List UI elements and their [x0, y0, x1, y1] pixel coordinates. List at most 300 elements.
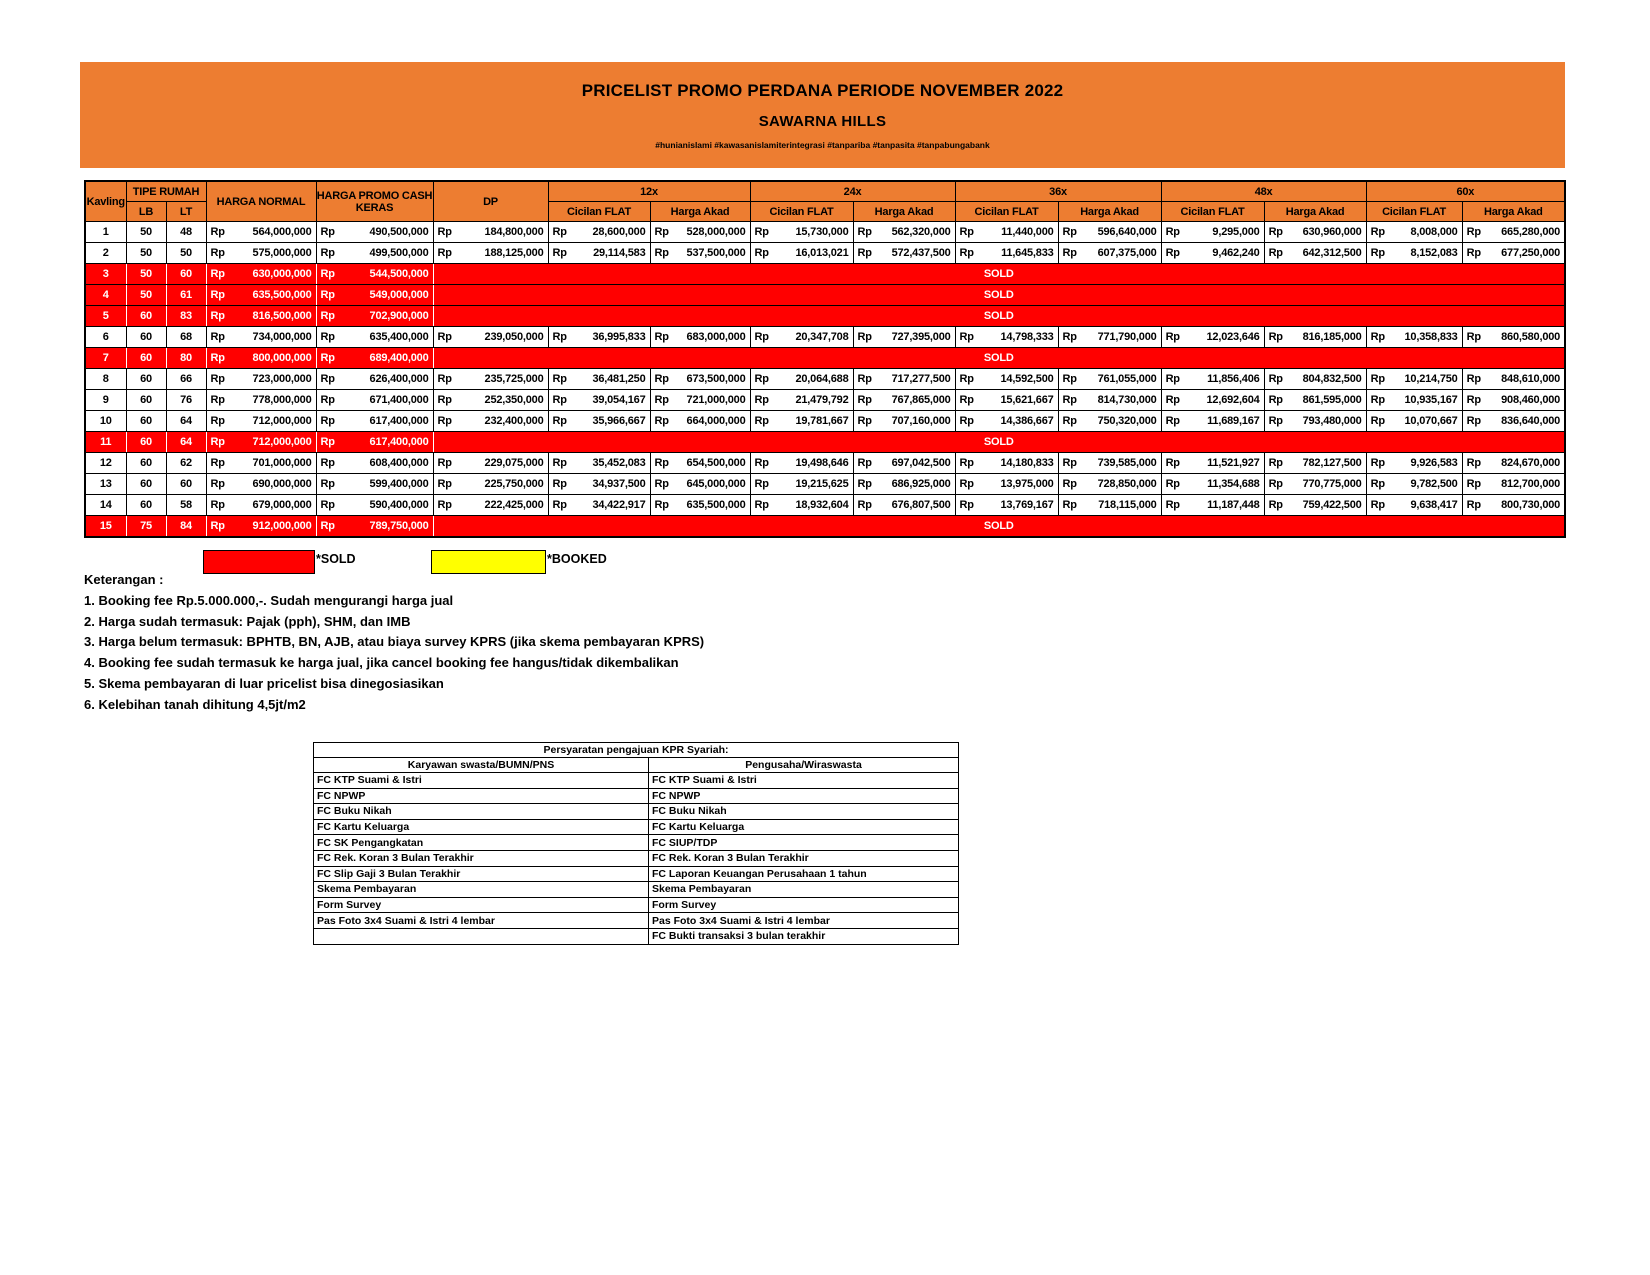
currency-prefix: Rp	[754, 226, 769, 238]
amount: 789,750,000	[369, 520, 429, 532]
amount: 14,798,333	[1000, 331, 1054, 343]
amount: 35,966,667	[592, 415, 646, 427]
akad-36x-cell	[1058, 411, 1161, 432]
amount: 9,638,417	[1410, 499, 1458, 511]
kavling-row-13	[85, 474, 1565, 495]
currency-prefix: Rp	[654, 415, 669, 427]
kavling-row-5	[85, 306, 1565, 327]
currency-prefix: Rp	[210, 520, 225, 532]
currency-prefix: Rp	[437, 478, 452, 490]
kavling-row-14	[85, 495, 1565, 516]
amount: 225,750,000	[484, 478, 544, 490]
amount: 750,320,000	[1097, 415, 1157, 427]
lt-value: 60	[166, 474, 206, 495]
harga-promo-cell	[316, 411, 433, 432]
cicilan-12x-cell	[548, 327, 650, 348]
currency-prefix: Rp	[754, 478, 769, 490]
cicilan-48x-cell	[1161, 222, 1264, 243]
amount: 816,185,000	[1302, 331, 1362, 343]
currency-prefix: Rp	[1268, 331, 1283, 343]
harga-normal-cell	[206, 348, 316, 369]
amount: 671,400,000	[369, 394, 429, 406]
currency-prefix: Rp	[857, 394, 872, 406]
cicilan-48x-cell	[1161, 411, 1264, 432]
harga-promo-cell	[316, 516, 433, 538]
currency-prefix: Rp	[1062, 373, 1077, 385]
pricelist-table-wrap	[84, 180, 1566, 538]
harga-promo-cell	[316, 327, 433, 348]
kpr-requirement-pengusaha: FC Buku Nikah	[649, 804, 959, 820]
dp-cell	[433, 495, 548, 516]
harga-promo-cell	[316, 264, 433, 285]
akad-12x-cell	[650, 411, 750, 432]
currency-prefix: Rp	[320, 268, 335, 280]
col-header-akad-60x: Harga Akad	[1462, 202, 1565, 222]
cicilan-36x-cell	[955, 327, 1058, 348]
pricelist-table	[84, 180, 1566, 538]
amount: 848,610,000	[1501, 373, 1561, 385]
amount: 642,312,500	[1302, 247, 1362, 259]
lt-value: 83	[166, 306, 206, 327]
kavling-number: 11	[85, 432, 126, 453]
currency-prefix: Rp	[1268, 394, 1283, 406]
kpr-requirement-pengusaha: Skema Pembayaran	[649, 882, 959, 898]
currency-prefix: Rp	[210, 394, 225, 406]
currency-prefix: Rp	[959, 394, 974, 406]
amount: 723,000,000	[252, 373, 312, 385]
akad-12x-cell	[650, 390, 750, 411]
amount: 9,926,583	[1410, 457, 1458, 469]
kpr-row-3	[314, 804, 959, 820]
amount: 19,781,667	[795, 415, 849, 427]
amount: 712,000,000	[252, 415, 312, 427]
harga-promo-cell	[316, 243, 433, 264]
akad-48x-cell	[1264, 390, 1366, 411]
kavling-row-10	[85, 411, 1565, 432]
col-header-cicilan-12x: Cicilan FLAT	[548, 202, 650, 222]
harga-promo-cell	[316, 432, 433, 453]
amount: 800,730,000	[1501, 499, 1561, 511]
lb-value: 60	[126, 453, 166, 474]
currency-prefix: Rp	[1466, 373, 1481, 385]
akad-24x-cell	[853, 222, 955, 243]
currency-prefix: Rp	[552, 394, 567, 406]
harga-normal-cell	[206, 495, 316, 516]
currency-prefix: Rp	[210, 226, 225, 238]
akad-60x-cell	[1462, 369, 1565, 390]
lb-value: 60	[126, 411, 166, 432]
akad-48x-cell	[1264, 495, 1366, 516]
currency-prefix: Rp	[1466, 478, 1481, 490]
lb-value: 50	[126, 285, 166, 306]
lt-value: 76	[166, 390, 206, 411]
lb-value: 60	[126, 390, 166, 411]
currency-prefix: Rp	[857, 331, 872, 343]
lt-value: 50	[166, 243, 206, 264]
note-item-4: 4. Booking fee sudah termasuk ke harga jual, jika cancel booking fee hangus/tidak dikembalikan	[84, 655, 679, 671]
currency-prefix: Rp	[210, 289, 225, 301]
harga-normal-cell	[206, 474, 316, 495]
kavling-number: 9	[85, 390, 126, 411]
lt-value: 48	[166, 222, 206, 243]
currency-prefix: Rp	[654, 499, 669, 511]
amount: 11,645,833	[1001, 247, 1054, 259]
kpr-requirement-karyawan: FC KTP Suami & Istri	[314, 773, 649, 789]
kavling-row-4	[85, 285, 1565, 306]
akad-24x-cell	[853, 390, 955, 411]
kavling-row-9	[85, 390, 1565, 411]
lb-value: 60	[126, 369, 166, 390]
kavling-row-15	[85, 516, 1565, 538]
currency-prefix: Rp	[1165, 457, 1180, 469]
currency-prefix: Rp	[1466, 394, 1481, 406]
currency-prefix: Rp	[654, 226, 669, 238]
lt-value: 66	[166, 369, 206, 390]
currency-prefix: Rp	[959, 247, 974, 259]
harga-normal-cell	[206, 243, 316, 264]
currency-prefix: Rp	[857, 457, 872, 469]
currency-prefix: Rp	[320, 373, 335, 385]
cicilan-48x-cell	[1161, 390, 1264, 411]
amount: 767,865,000	[891, 394, 951, 406]
lt-value: 62	[166, 453, 206, 474]
cicilan-48x-cell	[1161, 474, 1264, 495]
lb-value: 60	[126, 348, 166, 369]
kpr-requirement-karyawan: FC Buku Nikah	[314, 804, 649, 820]
amount: 10,935,167	[1404, 394, 1458, 406]
currency-prefix: Rp	[654, 394, 669, 406]
currency-prefix: Rp	[320, 394, 335, 406]
group-header-12x: 12x	[548, 181, 750, 202]
currency-prefix: Rp	[210, 352, 225, 364]
amount: 804,832,500	[1302, 373, 1362, 385]
amount: 816,500,000	[252, 310, 312, 322]
akad-36x-cell	[1058, 327, 1161, 348]
cicilan-24x-cell	[750, 369, 853, 390]
kpr-requirement-pengusaha: FC Kartu Keluarga	[649, 819, 959, 835]
harga-promo-cell	[316, 453, 433, 474]
amount: 617,400,000	[369, 436, 429, 448]
akad-36x-cell	[1058, 390, 1161, 411]
lb-value: 75	[126, 516, 166, 538]
kpr-row-1	[314, 773, 959, 789]
cicilan-36x-cell	[955, 474, 1058, 495]
currency-prefix: Rp	[552, 499, 567, 511]
amount: 34,937,500	[592, 478, 646, 490]
amount: 608,400,000	[369, 457, 429, 469]
amount: 635,500,000	[252, 289, 312, 301]
akad-48x-cell	[1264, 411, 1366, 432]
page-title: PRICELIST PROMO PERDANA PERIODE NOVEMBER 2022	[581, 81, 1064, 100]
kpr-requirement-karyawan: FC NPWP	[314, 788, 649, 804]
kavling-number: 5	[85, 306, 126, 327]
cicilan-12x-cell	[548, 411, 650, 432]
amount: 689,400,000	[369, 352, 429, 364]
kpr-row-6	[314, 850, 959, 866]
amount: 861,595,000	[1302, 394, 1362, 406]
akad-24x-cell	[853, 474, 955, 495]
akad-12x-cell	[650, 453, 750, 474]
lb-value: 60	[126, 306, 166, 327]
lb-value: 60	[126, 432, 166, 453]
currency-prefix: Rp	[1268, 247, 1283, 259]
currency-prefix: Rp	[552, 247, 567, 259]
amount: 188,125,000	[484, 247, 544, 259]
cicilan-24x-cell	[750, 474, 853, 495]
currency-prefix: Rp	[1062, 394, 1077, 406]
lt-value: 68	[166, 327, 206, 348]
col-header-harga-normal: HARGA NORMAL	[206, 181, 316, 222]
amount: 14,386,667	[1000, 415, 1054, 427]
cicilan-48x-cell	[1161, 327, 1264, 348]
amount: 19,498,646	[795, 457, 849, 469]
amount: 761,055,000	[1097, 373, 1157, 385]
amount: 679,000,000	[252, 499, 312, 511]
akad-60x-cell	[1462, 453, 1565, 474]
currency-prefix: Rp	[857, 373, 872, 385]
amount: 10,358,833	[1404, 331, 1458, 343]
currency-prefix: Rp	[210, 268, 225, 280]
amount: 717,277,500	[891, 373, 951, 385]
currency-prefix: Rp	[210, 457, 225, 469]
amount: 20,347,708	[795, 331, 849, 343]
cicilan-48x-cell	[1161, 495, 1264, 516]
cicilan-60x-cell	[1366, 453, 1462, 474]
amount: 836,640,000	[1501, 415, 1561, 427]
amount: 15,730,000	[795, 226, 849, 238]
currency-prefix: Rp	[1165, 373, 1180, 385]
currency-prefix: Rp	[1466, 226, 1481, 238]
cicilan-60x-cell	[1366, 411, 1462, 432]
currency-prefix: Rp	[437, 331, 452, 343]
lb-value: 50	[126, 264, 166, 285]
cicilan-36x-cell	[955, 495, 1058, 516]
project-name: SAWARNA HILLS	[758, 113, 887, 130]
amount: 814,730,000	[1097, 394, 1157, 406]
amount: 11,440,000	[1001, 226, 1054, 238]
cicilan-24x-cell	[750, 495, 853, 516]
notes-block	[84, 570, 704, 716]
kpr-requirement-pengusaha: FC SIUP/TDP	[649, 835, 959, 851]
currency-prefix: Rp	[320, 310, 335, 322]
amount: 739,585,000	[1097, 457, 1157, 469]
akad-36x-cell	[1058, 474, 1161, 495]
harga-promo-cell	[316, 285, 433, 306]
amount: 222,425,000	[484, 499, 544, 511]
harga-promo-cell	[316, 348, 433, 369]
akad-24x-cell	[853, 369, 955, 390]
amount: 712,000,000	[252, 436, 312, 448]
note-item-5: 5. Skema pembayaran di luar pricelist bisa dinegosiasikan	[84, 675, 444, 691]
amount: 11,187,448	[1207, 499, 1260, 511]
kavling-row-8	[85, 369, 1565, 390]
harga-normal-cell	[206, 432, 316, 453]
currency-prefix: Rp	[552, 478, 567, 490]
amount: 549,000,000	[369, 289, 429, 301]
amount: 664,000,000	[686, 415, 746, 427]
currency-prefix: Rp	[1370, 373, 1385, 385]
harga-normal-cell	[206, 516, 316, 538]
kpr-row-11	[314, 928, 959, 944]
kpr-requirement-karyawan	[314, 928, 649, 944]
sold-status-cell: SOLD	[433, 516, 1565, 538]
currency-prefix: Rp	[1370, 226, 1385, 238]
currency-prefix: Rp	[1062, 457, 1077, 469]
amount: 697,042,500	[891, 457, 951, 469]
amount: 575,000,000	[252, 247, 312, 259]
amount: 232,400,000	[484, 415, 544, 427]
cicilan-60x-cell	[1366, 369, 1462, 390]
akad-12x-cell	[650, 327, 750, 348]
currency-prefix: Rp	[320, 499, 335, 511]
sold-status-cell: SOLD	[433, 306, 1565, 327]
dp-cell	[433, 453, 548, 474]
kpr-table-wrap	[313, 742, 959, 945]
group-header-24x: 24x	[750, 181, 955, 202]
amount: 10,070,667	[1404, 415, 1458, 427]
currency-prefix: Rp	[1165, 415, 1180, 427]
currency-prefix: Rp	[1466, 457, 1481, 469]
kavling-number: 3	[85, 264, 126, 285]
currency-prefix: Rp	[320, 478, 335, 490]
kavling-row-7	[85, 348, 1565, 369]
kavling-row-6	[85, 327, 1565, 348]
kpr-row-5	[314, 835, 959, 851]
kpr-requirement-pengusaha: Pas Foto 3x4 Suami & Istri 4 lembar	[649, 913, 959, 929]
kpr-requirements-table	[313, 742, 959, 945]
amount: 824,670,000	[1501, 457, 1561, 469]
harga-normal-cell	[206, 264, 316, 285]
cicilan-60x-cell	[1366, 495, 1462, 516]
harga-promo-cell	[316, 495, 433, 516]
currency-prefix: Rp	[1062, 331, 1077, 343]
akad-48x-cell	[1264, 453, 1366, 474]
amount: 800,000,000	[252, 352, 312, 364]
amount: 630,960,000	[1302, 226, 1362, 238]
lt-value: 58	[166, 495, 206, 516]
note-item-2: 2. Harga sudah termasuk: Pajak (pph), SHM, dan IMB	[84, 613, 411, 629]
col-header-harga-promo: HARGA PROMO CASH KERAS	[316, 181, 433, 222]
currency-prefix: Rp	[437, 394, 452, 406]
akad-60x-cell	[1462, 474, 1565, 495]
kpr-row-9	[314, 897, 959, 913]
amount: 18,932,604	[795, 499, 849, 511]
akad-24x-cell	[853, 453, 955, 474]
kpr-requirement-karyawan: Skema Pembayaran	[314, 882, 649, 898]
amount: 759,422,500	[1302, 499, 1362, 511]
cicilan-12x-cell	[548, 474, 650, 495]
currency-prefix: Rp	[320, 289, 335, 301]
amount: 626,400,000	[369, 373, 429, 385]
amount: 11,689,167	[1207, 415, 1260, 427]
amount: 14,592,500	[1000, 373, 1054, 385]
harga-promo-cell	[316, 474, 433, 495]
kavling-number: 6	[85, 327, 126, 348]
cicilan-24x-cell	[750, 390, 853, 411]
col-header-cicilan-24x: Cicilan FLAT	[750, 202, 853, 222]
currency-prefix: Rp	[1370, 415, 1385, 427]
currency-prefix: Rp	[857, 415, 872, 427]
harga-normal-cell	[206, 222, 316, 243]
amount: 665,280,000	[1501, 226, 1561, 238]
akad-24x-cell	[853, 411, 955, 432]
currency-prefix: Rp	[754, 247, 769, 259]
amount: 635,400,000	[369, 331, 429, 343]
kpr-row-8	[314, 882, 959, 898]
lb-value: 50	[126, 222, 166, 243]
sold-status-cell: SOLD	[433, 285, 1565, 306]
currency-prefix: Rp	[1165, 331, 1180, 343]
amount: 28,600,000	[592, 226, 646, 238]
amount: 21,479,792	[795, 394, 849, 406]
amount: 690,000,000	[252, 478, 312, 490]
harga-promo-cell	[316, 306, 433, 327]
amount: 39,054,167	[592, 394, 646, 406]
currency-prefix: Rp	[437, 415, 452, 427]
kavling-number: 12	[85, 453, 126, 474]
lb-value: 60	[126, 474, 166, 495]
cicilan-12x-cell	[548, 495, 650, 516]
currency-prefix: Rp	[1165, 478, 1180, 490]
currency-prefix: Rp	[1466, 499, 1481, 511]
cicilan-24x-cell	[750, 411, 853, 432]
akad-60x-cell	[1462, 411, 1565, 432]
amount: 16,013,021	[795, 247, 849, 259]
akad-60x-cell	[1462, 495, 1565, 516]
amount: 10,214,750	[1404, 373, 1458, 385]
col-header-cicilan-48x: Cicilan FLAT	[1161, 202, 1264, 222]
kavling-number: 7	[85, 348, 126, 369]
kpr-requirement-pengusaha: FC Rek. Koran 3 Bulan Terakhir	[649, 850, 959, 866]
currency-prefix: Rp	[320, 457, 335, 469]
currency-prefix: Rp	[320, 331, 335, 343]
amount: 13,769,167	[1000, 499, 1054, 511]
group-header-60x: 60x	[1366, 181, 1565, 202]
currency-prefix: Rp	[959, 457, 974, 469]
cicilan-48x-cell	[1161, 453, 1264, 474]
note-item-6: 6. Kelebihan tanah dihitung 4,5jt/m2	[84, 696, 306, 712]
amount: 184,800,000	[484, 226, 544, 238]
currency-prefix: Rp	[1062, 247, 1077, 259]
kpr-row-7	[314, 866, 959, 882]
amount: 29,114,583	[593, 247, 646, 259]
cicilan-12x-cell	[548, 453, 650, 474]
note-item-3: 3. Harga belum termasuk: BPHTB, BN, AJB, atau biaya survey KPRS (jika skema pembayaran KPRS)	[84, 634, 705, 650]
harga-normal-cell	[206, 369, 316, 390]
amount: 11,354,688	[1207, 478, 1260, 490]
currency-prefix: Rp	[754, 331, 769, 343]
kpr-col-header-pengusaha: Pengusaha/Wiraswasta	[649, 758, 959, 773]
currency-prefix: Rp	[1062, 478, 1077, 490]
cicilan-24x-cell	[750, 222, 853, 243]
lt-value: 84	[166, 516, 206, 538]
amount: 718,115,000	[1098, 499, 1157, 511]
akad-24x-cell	[853, 243, 955, 264]
amount: 908,460,000	[1501, 394, 1561, 406]
currency-prefix: Rp	[754, 415, 769, 427]
currency-prefix: Rp	[1466, 415, 1481, 427]
kpr-row-10	[314, 913, 959, 929]
currency-prefix: Rp	[210, 436, 225, 448]
sold-status-cell: SOLD	[433, 432, 1565, 453]
kpr-requirement-karyawan: FC Kartu Keluarga	[314, 819, 649, 835]
amount: 590,400,000	[369, 499, 429, 511]
kpr-row-4	[314, 819, 959, 835]
cicilan-36x-cell	[955, 243, 1058, 264]
kpr-requirement-karyawan: FC Slip Gaji 3 Bulan Terakhir	[314, 866, 649, 882]
amount: 630,000,000	[252, 268, 312, 280]
currency-prefix: Rp	[1165, 499, 1180, 511]
